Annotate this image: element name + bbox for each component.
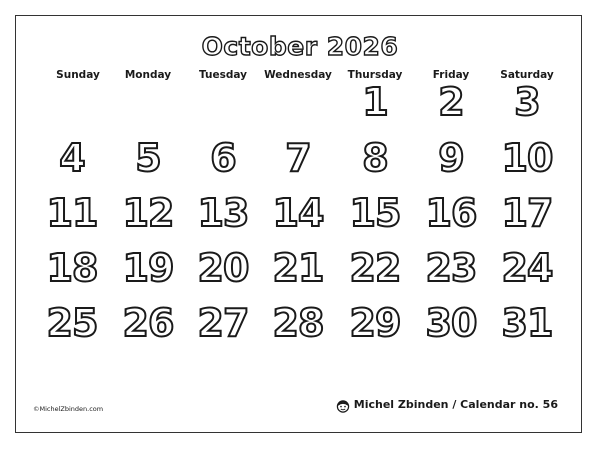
day-cell: 15: [349, 191, 401, 235]
day-cell: 27: [197, 301, 249, 345]
day-cell: 23: [425, 246, 477, 290]
day-cell: 4: [59, 136, 85, 180]
calendar-title: October 2026: [201, 32, 399, 61]
day-cell: 11: [46, 191, 98, 235]
day-cell: 10: [501, 136, 553, 180]
day-cell: 14: [272, 191, 324, 235]
weekday-saturday: Saturday: [500, 69, 554, 81]
weekday-wednesday: Wednesday: [264, 69, 332, 81]
day-cell: 28: [272, 301, 324, 345]
author-credit: [336, 397, 558, 413]
day-cell: 22: [349, 246, 401, 290]
weekday-sunday: Sunday: [56, 69, 100, 81]
day-cell: 8: [362, 136, 388, 180]
day-cell: 25: [46, 301, 98, 345]
day-cell: 20: [197, 246, 249, 290]
day-cell: 2: [438, 80, 464, 124]
day-cell: 7: [285, 136, 311, 180]
day-cell: 3: [514, 80, 540, 124]
day-cell: 9: [438, 136, 464, 180]
day-cell: 13: [197, 191, 249, 235]
weekday-monday: Monday: [124, 69, 172, 81]
day-cell: 17: [501, 191, 553, 235]
day-cell: 19: [122, 246, 174, 290]
face-icon: [336, 398, 350, 412]
credit-text: Michel Zbinden / Calendar no. 56: [353, 398, 558, 411]
day-cell: 18: [46, 246, 98, 290]
day-cell: 31: [501, 301, 553, 345]
day-cell: 5: [135, 136, 161, 180]
day-cell: 16: [425, 191, 477, 235]
day-cell: 12: [122, 191, 174, 235]
weekday-friday: Friday: [432, 69, 470, 81]
day-cell: 26: [122, 301, 174, 345]
website-credit: ©MichelZbinden.com: [33, 405, 104, 413]
day-cell: 1: [362, 80, 388, 124]
weekday-tuesday: Tuesday: [199, 69, 247, 81]
day-cell: 24: [501, 246, 553, 290]
weekday-thursday: Thursday: [347, 69, 403, 81]
day-cell: 6: [210, 136, 236, 180]
day-cell: 30: [425, 301, 477, 345]
day-cell: 29: [349, 301, 401, 345]
day-cell: 21: [272, 246, 324, 290]
